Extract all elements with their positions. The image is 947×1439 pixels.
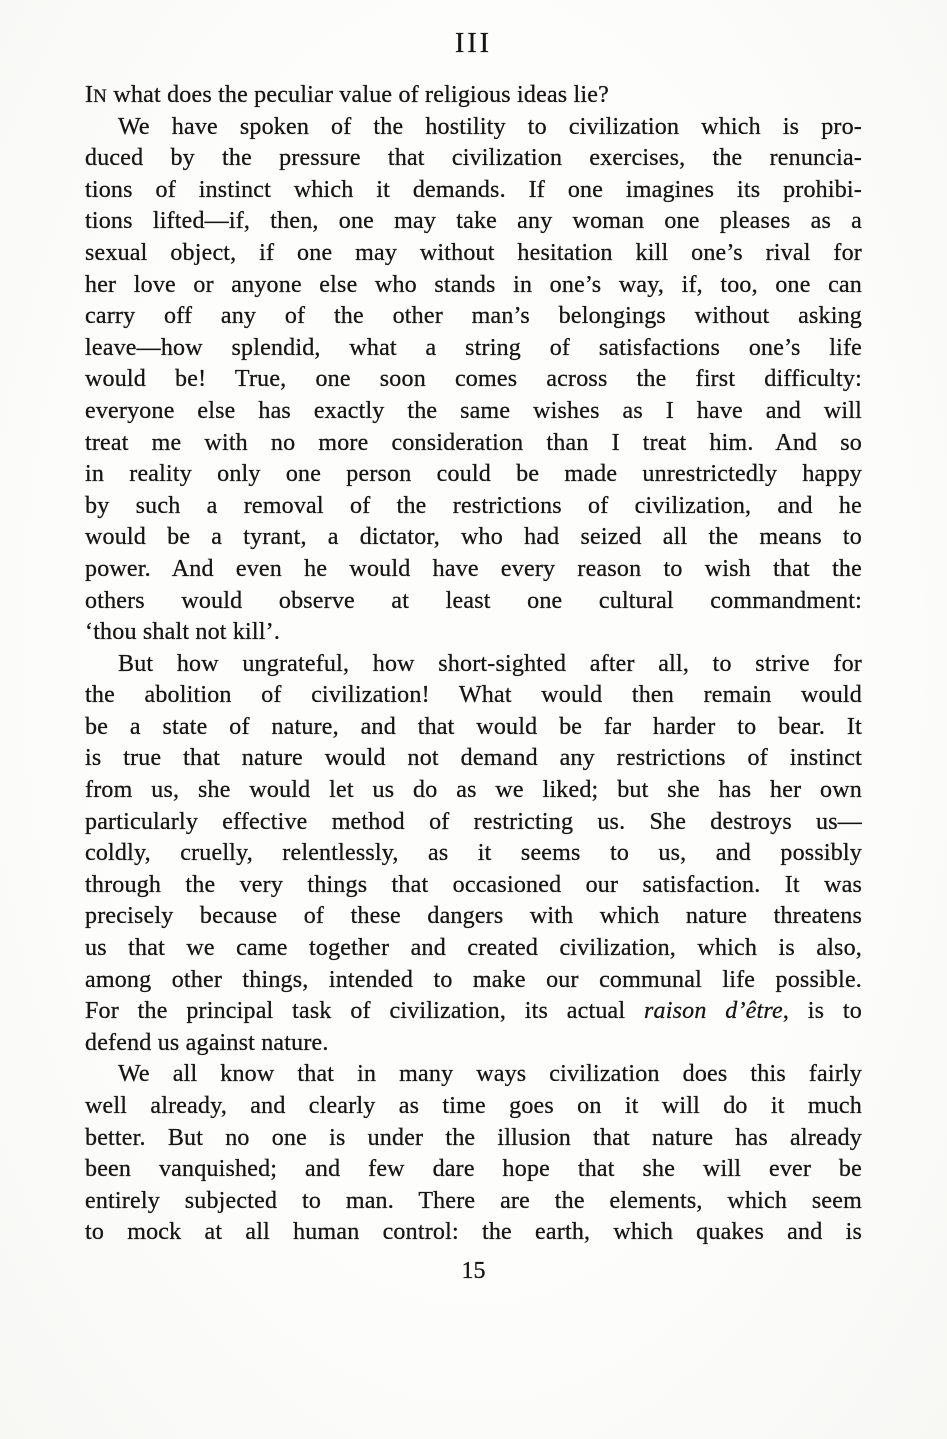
paragraph [85,1059,862,1249]
text-line [85,522,862,554]
text-line [85,743,862,775]
text-line [85,175,862,207]
text-line [85,238,862,270]
text-line [85,301,862,333]
text-line [85,1028,862,1060]
text-line [85,1154,862,1186]
text-line [85,270,862,302]
text-line [85,491,862,523]
text-line [85,617,862,649]
text-segment: better. But no one is under the illusion that nature has already [85,1124,862,1151]
text-line [85,586,862,618]
text-segment: entirely subjected to man. There are the elements, which seem [85,1187,862,1214]
text-segment: duced by the pressure that civilization exercises, the renuncia- [85,145,862,172]
text-line [85,775,862,807]
text-line [85,143,862,175]
text-segment: everyone else has exactly the same wishes as I have and will [85,397,862,424]
text-line [85,1123,862,1155]
text-segment: We have spoken of the hostility to civilization which is pro- [118,113,862,140]
text-line [85,554,862,586]
text-segment: would be a tyrant, a dictator, who had seized all the means to [85,524,862,551]
paragraph [85,112,862,649]
text-segment: is true that nature would not demand any restrictions of instinct [85,745,862,772]
text-segment: , is to [782,998,862,1025]
text-segment: in reality only one person could be made unrestrictedly happy [85,461,862,488]
text-segment: We all know that in many ways civilization does this fairly [118,1061,862,1088]
text-segment: defend us against nature. [85,1029,329,1056]
text-segment: well already, and clearly as time goes on it will do it much [85,1093,862,1119]
text-segment: be a state of nature, and that would be far harder to bear. It [85,713,862,740]
text-segment: by such a removal of the restrictions of civilization, and he [85,492,862,519]
text-line [85,333,862,365]
text-segment: N [93,86,108,107]
text-segment: among other things, intended to make our communal life possible. [85,966,862,993]
text-line [85,459,862,491]
text-segment: particularly effective method of restricting us. She destroys us— [85,808,862,835]
text-line [85,838,862,870]
paragraph [85,80,862,112]
text-segment: But how ungrateful, how short-sighted after all, to strive for [118,650,862,677]
text-segment: us that we came together and created civilization, which is also, [85,935,862,962]
text-line [85,870,862,902]
text-segment: tions of instinct which it demands. If one imagines its prohibi- [85,176,862,203]
body-text [85,80,862,1249]
text-line [85,80,862,112]
text-segment: to mock at all human control: the earth, which quakes and is [85,1219,862,1246]
page-number: 15 [461,1258,486,1284]
text-segment: carry off any of the other man’s belongings without asking [85,303,862,330]
text-segment: raison d’être [643,998,783,1025]
text-line [85,680,862,712]
paragraph [85,649,862,1060]
text-line [85,364,862,396]
text-segment: what does the peculiar value of religious ideas lie? [107,82,609,108]
text-segment: precisely because of these dangers with which nature threatens [85,903,862,930]
text-segment: leave—how splendid, what a string of satisfactions one’s life [85,334,862,361]
text-line [85,965,862,997]
text-segment: ‘thou shalt not kill’. [85,619,281,646]
text-line [85,649,862,681]
text-line [85,1217,862,1249]
text-segment: the abolition of civilization! What would then remain would [85,682,862,709]
chapter-heading: III [455,28,492,59]
text-segment: would be! True, one soon comes across the first difficulty: [85,366,862,393]
text-segment: coldly, cruelly, relentlessly, as it seems to us, and possibly [85,840,862,867]
text-line [85,206,862,238]
text-line [85,1091,862,1123]
text-line [85,396,862,428]
text-line [85,807,862,839]
text-segment: from us, she would let us do as we liked; but she has her own [85,777,862,804]
text-line [85,112,862,144]
text-line [85,933,862,965]
text-segment: For the principal task of civilization, its actual [85,998,644,1025]
text-segment: through the very things that occasioned our satisfaction. It was [85,871,862,898]
text-segment: been vanquished; and few dare hope that she will ever be [85,1156,862,1183]
text-segment: sexual object, if one may without hesitation kill one’s rival for [85,239,862,266]
text-line [85,1186,862,1218]
text-line [85,996,862,1028]
text-segment: tions lifted—if, then, one may take any woman one pleases as a [85,208,862,235]
text-line [85,901,862,933]
text-segment: power. And even he would have every reason to wish that the [85,555,862,582]
text-segment: her love or anyone else who stands in one’s way, if, too, one can [85,271,862,298]
text-segment: I [85,82,94,108]
text-segment: others would observe at least one cultural commandment: [85,587,862,614]
text-segment: treat me with no more consideration than I treat him. And so [85,429,862,456]
text-line [85,1059,862,1091]
text-line [85,712,862,744]
text-line [85,428,862,460]
